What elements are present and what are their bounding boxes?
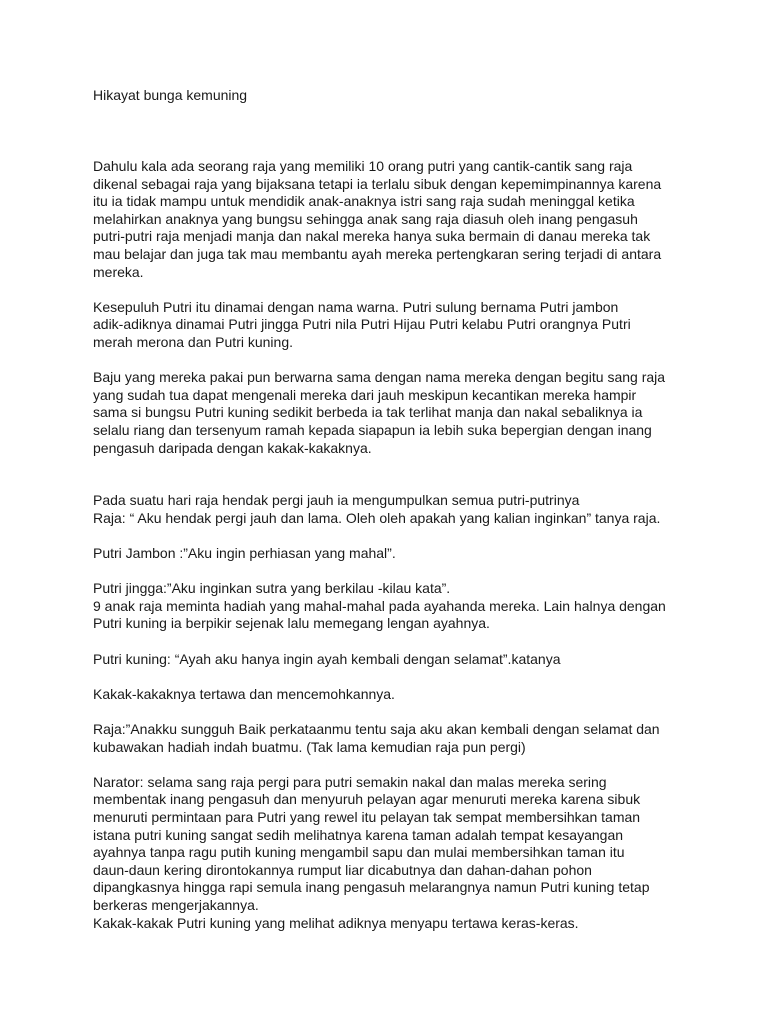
- paragraph-names: [93, 299, 683, 352]
- text-line: sama si bungsu Putri kuning sedikit berbeda ia tak terlihat manja dan nakal sebaliknya ia: [93, 404, 643, 421]
- text-line: Pada suatu hari raja hendak pergi jauh ia mengumpulkan semua putri-putrinya: [93, 492, 580, 509]
- paragraph-journey: [93, 492, 683, 527]
- text-line: Raja: “ Aku hendak pergi jauh dan lama. Oleh oleh apakah yang kalian inginkan” tanya raja.: [93, 509, 661, 526]
- paragraph-narrator: [93, 774, 683, 932]
- text-line: mau belajar dan juga tak mau membantu ayah mereka pertengkaran sering terjadi di antara: [93, 245, 662, 262]
- text-line: Narator: selama sang raja pergi para putri semakin nakal dan malas mereka sering: [93, 773, 607, 790]
- text-line: adik-adiknya dinamai Putri jingga Putri nila Putri Hijau Putri kelabu Putri orangnya Putri: [93, 316, 631, 333]
- paragraph-laugh: [93, 686, 683, 704]
- text-line: kubawakan hadiah indah buatmu. (Tak lama kemudian raja pun pergi): [93, 738, 526, 755]
- paragraph-clothes: [93, 369, 683, 457]
- text-line: menuruti permintaan para Putri yang rewel itu pelayan tak sempat membersihkan taman: [93, 808, 641, 825]
- text-line: dipangkasnya hingga rapi semula inang pengasuh melarangnya namun Putri kuning tetap: [93, 879, 650, 896]
- paragraph-jambon: [93, 545, 683, 563]
- text-line: Kakak-kakaknya tertawa dan mencemohkannya.: [93, 685, 395, 702]
- paragraph-raja-reply: [93, 721, 683, 756]
- document-body: [93, 158, 683, 932]
- text-line: istana putri kuning sangat sedih melihatnya karena taman adalah tempat kesayangan: [93, 826, 624, 843]
- text-line: Dahulu kala ada seorang raja yang memiliki 10 orang putri yang cantik-cantik sang raja: [93, 158, 633, 174]
- text-line: pengasuh daripada dengan kakak-kakaknya.: [93, 439, 372, 456]
- text-line: Putri kuning ia berpikir sejenak lalu memegang lengan ayahnya.: [93, 615, 490, 632]
- text-line: selalu riang dan tersenyum ramah kepada siapapun ia lebih suka bepergian dengan inang: [93, 421, 652, 438]
- text-line: putri-putri raja menjadi manja dan nakal mereka hanya suka bermain di danau mereka tak: [93, 228, 651, 245]
- text-line: 9 anak raja meminta hadiah yang mahal-mahal pada ayahanda mereka. Lain halnya dengan: [93, 597, 666, 614]
- paragraph-intro: [93, 158, 683, 281]
- text-line: Baju yang mereka pakai pun berwarna sama dengan nama mereka dengan begitu sang raja: [93, 369, 666, 386]
- document-title: Hikayat bunga kemuning: [93, 87, 248, 103]
- text-line: daun-daun kering dirontokannya rumput liar dicabutnya dan dahan-dahan pohon: [93, 861, 592, 878]
- text-line: merah merona dan Putri kuning.: [93, 333, 293, 350]
- paragraph-kuning: [93, 651, 683, 669]
- text-line: Putri Jambon :”Aku ingin perhiasan yang mahal”.: [93, 545, 396, 562]
- text-line: melahirkan anaknya yang bungsu sehingga anak sang raja diasuh oleh inang pengasuh: [93, 210, 638, 227]
- paragraph-jingga: [93, 580, 683, 633]
- text-line: Raja:”Anakku sungguh Baik perkataanmu tentu saja aku akan kembali dengan selamat dan: [93, 721, 660, 737]
- text-line: mereka.: [93, 263, 144, 280]
- text-line: Kesepuluh Putri itu dinamai dengan nama warna. Putri sulung bernama Putri jambon: [93, 298, 619, 315]
- text-line: membentak inang pengasuh dan menyuruh pelayan agar menuruti mereka karena sibuk: [93, 791, 641, 808]
- text-line: itu ia tidak mampu untuk mendidik anak-anaknya istri sang raja sudah meninggal ketika: [93, 193, 635, 210]
- text-line: Putri jingga:”Aku inginkan sutra yang berkilau -kilau kata”.: [93, 580, 451, 597]
- text-line: Kakak-kakak Putri kuning yang melihat adiknya menyapu tertawa keras-keras.: [93, 914, 579, 931]
- text-line: yang sudah tua dapat mengenali mereka dari jauh meskipun kecantikan mereka hampir: [93, 386, 637, 403]
- text-line: ayahnya tanpa ragu putih kuning mengambil sapu dan mulai membersihkan taman itu: [93, 844, 625, 861]
- text-line: berkeras mengerjakannya.: [93, 896, 259, 913]
- text-line: dikenal sebagai raja yang bijaksana tetapi ia terlalu sibuk dengan kepemimpinannya karena: [93, 175, 662, 192]
- text-line: Putri kuning: “Ayah aku hanya ingin ayah kembali dengan selamat”.katanya: [93, 650, 561, 667]
